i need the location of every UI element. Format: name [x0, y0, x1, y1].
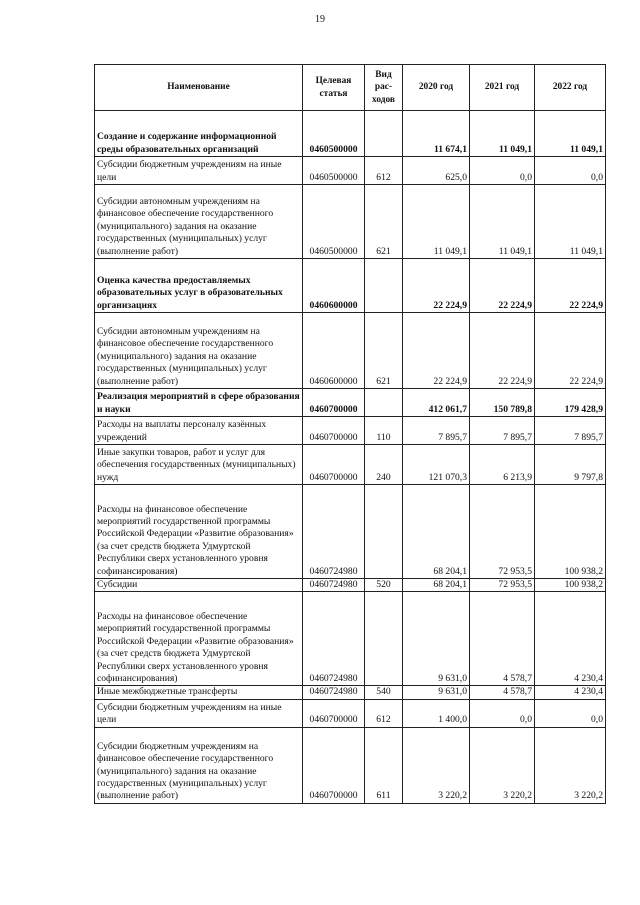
budget-table [94, 64, 606, 804]
row-name: Реализация мероприятий в сфере образования и науки [95, 389, 303, 417]
row-expense-type [365, 485, 403, 579]
row-value-2020: 68 204,1 [403, 579, 470, 592]
row-name: Субсидии бюджетным учреждениям на иные цели [95, 157, 303, 185]
table-row [95, 417, 606, 445]
row-value-2020: 1 400,0 [403, 699, 470, 727]
table-row [95, 699, 606, 727]
header-year-2020: 2020 год [403, 65, 470, 111]
header-target-article: Целевая статья [303, 65, 365, 111]
row-expense-type: 621 [365, 185, 403, 259]
row-expense-type [365, 259, 403, 313]
row-value-2021: 7 895,7 [470, 417, 535, 445]
row-value-2021: 0,0 [470, 699, 535, 727]
row-value-2022: 100 938,2 [535, 579, 606, 592]
row-name: Создание и содержание информационной среды образовательных организаций [95, 111, 303, 157]
row-value-2022: 0,0 [535, 157, 606, 185]
row-name: Субсидии автономным учреждениям на финансовое обеспечение государственного (муниципального) задания на оказание государственных (муниципальных) услуг (выполнение работ) [95, 185, 303, 259]
row-target-article: 0460600000 [303, 313, 365, 389]
header-expense-type: Вид рас-ходов [365, 65, 403, 111]
table-row [95, 259, 606, 313]
table-row [95, 111, 606, 157]
row-target-article: 0460724980 [303, 592, 365, 686]
row-value-2022: 4 230,4 [535, 592, 606, 686]
row-value-2020: 7 895,7 [403, 417, 470, 445]
row-target-article: 0460700000 [303, 699, 365, 727]
row-value-2020: 9 631,0 [403, 592, 470, 686]
row-value-2020: 68 204,1 [403, 485, 470, 579]
row-name: Иные межбюджетные трансферты [95, 686, 303, 699]
row-target-article: 0460724980 [303, 579, 365, 592]
row-value-2021: 0,0 [470, 157, 535, 185]
row-value-2020: 3 220,2 [403, 727, 470, 803]
header-name: Наименование [95, 65, 303, 111]
header-year-2021: 2021 год [470, 65, 535, 111]
table-row [95, 579, 606, 592]
row-expense-type: 540 [365, 686, 403, 699]
row-value-2020: 9 631,0 [403, 686, 470, 699]
row-value-2022: 0,0 [535, 699, 606, 727]
row-target-article: 0460700000 [303, 389, 365, 417]
row-target-article: 0460500000 [303, 185, 365, 259]
row-value-2021: 72 953,5 [470, 485, 535, 579]
row-value-2022: 11 049,1 [535, 111, 606, 157]
row-value-2020: 11 674,1 [403, 111, 470, 157]
row-value-2020: 22 224,9 [403, 313, 470, 389]
row-expense-type: 612 [365, 699, 403, 727]
row-name: Расходы на финансовое обеспечение мероприятий государственной программы Российской Федерации «Развитие образования» (за счет средств бюджета Удмуртской Республики сверх установленного уровня софинансирования) [95, 592, 303, 686]
row-value-2022: 22 224,9 [535, 259, 606, 313]
row-value-2021: 6 213,9 [470, 445, 535, 485]
row-target-article: 0460700000 [303, 417, 365, 445]
row-value-2022: 11 049,1 [535, 185, 606, 259]
row-expense-type: 611 [365, 727, 403, 803]
table-row [95, 686, 606, 699]
row-value-2022: 9 797,8 [535, 445, 606, 485]
row-name: Расходы на выплаты персоналу казённых учреждений [95, 417, 303, 445]
row-target-article: 0460600000 [303, 259, 365, 313]
table-row [95, 727, 606, 803]
row-target-article: 0460500000 [303, 111, 365, 157]
row-value-2022: 3 220,2 [535, 727, 606, 803]
row-expense-type: 110 [365, 417, 403, 445]
row-value-2020: 22 224,9 [403, 259, 470, 313]
row-target-article: 0460500000 [303, 157, 365, 185]
row-value-2022: 22 224,9 [535, 313, 606, 389]
row-value-2021: 72 953,5 [470, 579, 535, 592]
row-expense-type: 520 [365, 579, 403, 592]
row-value-2022: 4 230,4 [535, 686, 606, 699]
row-value-2021: 4 578,7 [470, 592, 535, 686]
row-name: Субсидии бюджетным учреждениям на финансовое обеспечение государственного (муниципального) задания на оказание государственных (муниципальных) услуг (выполнение работ) [95, 727, 303, 803]
row-expense-type [365, 592, 403, 686]
row-expense-type [365, 389, 403, 417]
row-name: Иные закупки товаров, работ и услуг для обеспечения государственных (муниципальных) нужд [95, 445, 303, 485]
row-expense-type: 612 [365, 157, 403, 185]
header-year-2022: 2022 год [535, 65, 606, 111]
row-value-2021: 11 049,1 [470, 185, 535, 259]
row-name: Субсидии [95, 579, 303, 592]
row-expense-type [365, 111, 403, 157]
row-value-2022: 179 428,9 [535, 389, 606, 417]
table-header-row [95, 65, 606, 111]
row-value-2021: 4 578,7 [470, 686, 535, 699]
table-row [95, 592, 606, 686]
row-target-article: 0460700000 [303, 727, 365, 803]
table-row [95, 485, 606, 579]
table-row [95, 389, 606, 417]
row-name: Субсидии автономным учреждениям на финансовое обеспечение государственного (муниципального) задания на оказание государственных (муниципальных) услуг (выполнение работ) [95, 313, 303, 389]
row-name: Субсидии бюджетным учреждениям на иные цели [95, 699, 303, 727]
row-expense-type: 621 [365, 313, 403, 389]
page-number: 19 [315, 14, 325, 25]
row-value-2021: 22 224,9 [470, 313, 535, 389]
row-value-2020: 625,0 [403, 157, 470, 185]
row-value-2021: 22 224,9 [470, 259, 535, 313]
row-expense-type: 240 [365, 445, 403, 485]
row-value-2022: 7 895,7 [535, 417, 606, 445]
row-target-article: 0460724980 [303, 485, 365, 579]
table-row [95, 185, 606, 259]
row-value-2020: 412 061,7 [403, 389, 470, 417]
row-target-article: 0460700000 [303, 445, 365, 485]
row-target-article: 0460724980 [303, 686, 365, 699]
row-value-2021: 150 789,8 [470, 389, 535, 417]
row-value-2020: 121 070,3 [403, 445, 470, 485]
table-row [95, 445, 606, 485]
row-value-2021: 11 049,1 [470, 111, 535, 157]
table-body [95, 111, 606, 804]
row-value-2020: 11 049,1 [403, 185, 470, 259]
row-name: Расходы на финансовое обеспечение мероприятий государственной программы Российской Федерации «Развитие образования» (за счет средств бюджета Удмуртской Республики сверх установленного уровня софинансирования) [95, 485, 303, 579]
row-name: Оценка качества предоставляемых образовательных услуг в образовательных организациях [95, 259, 303, 313]
table-row [95, 157, 606, 185]
row-value-2022: 100 938,2 [535, 485, 606, 579]
row-value-2021: 3 220,2 [470, 727, 535, 803]
table-row [95, 313, 606, 389]
